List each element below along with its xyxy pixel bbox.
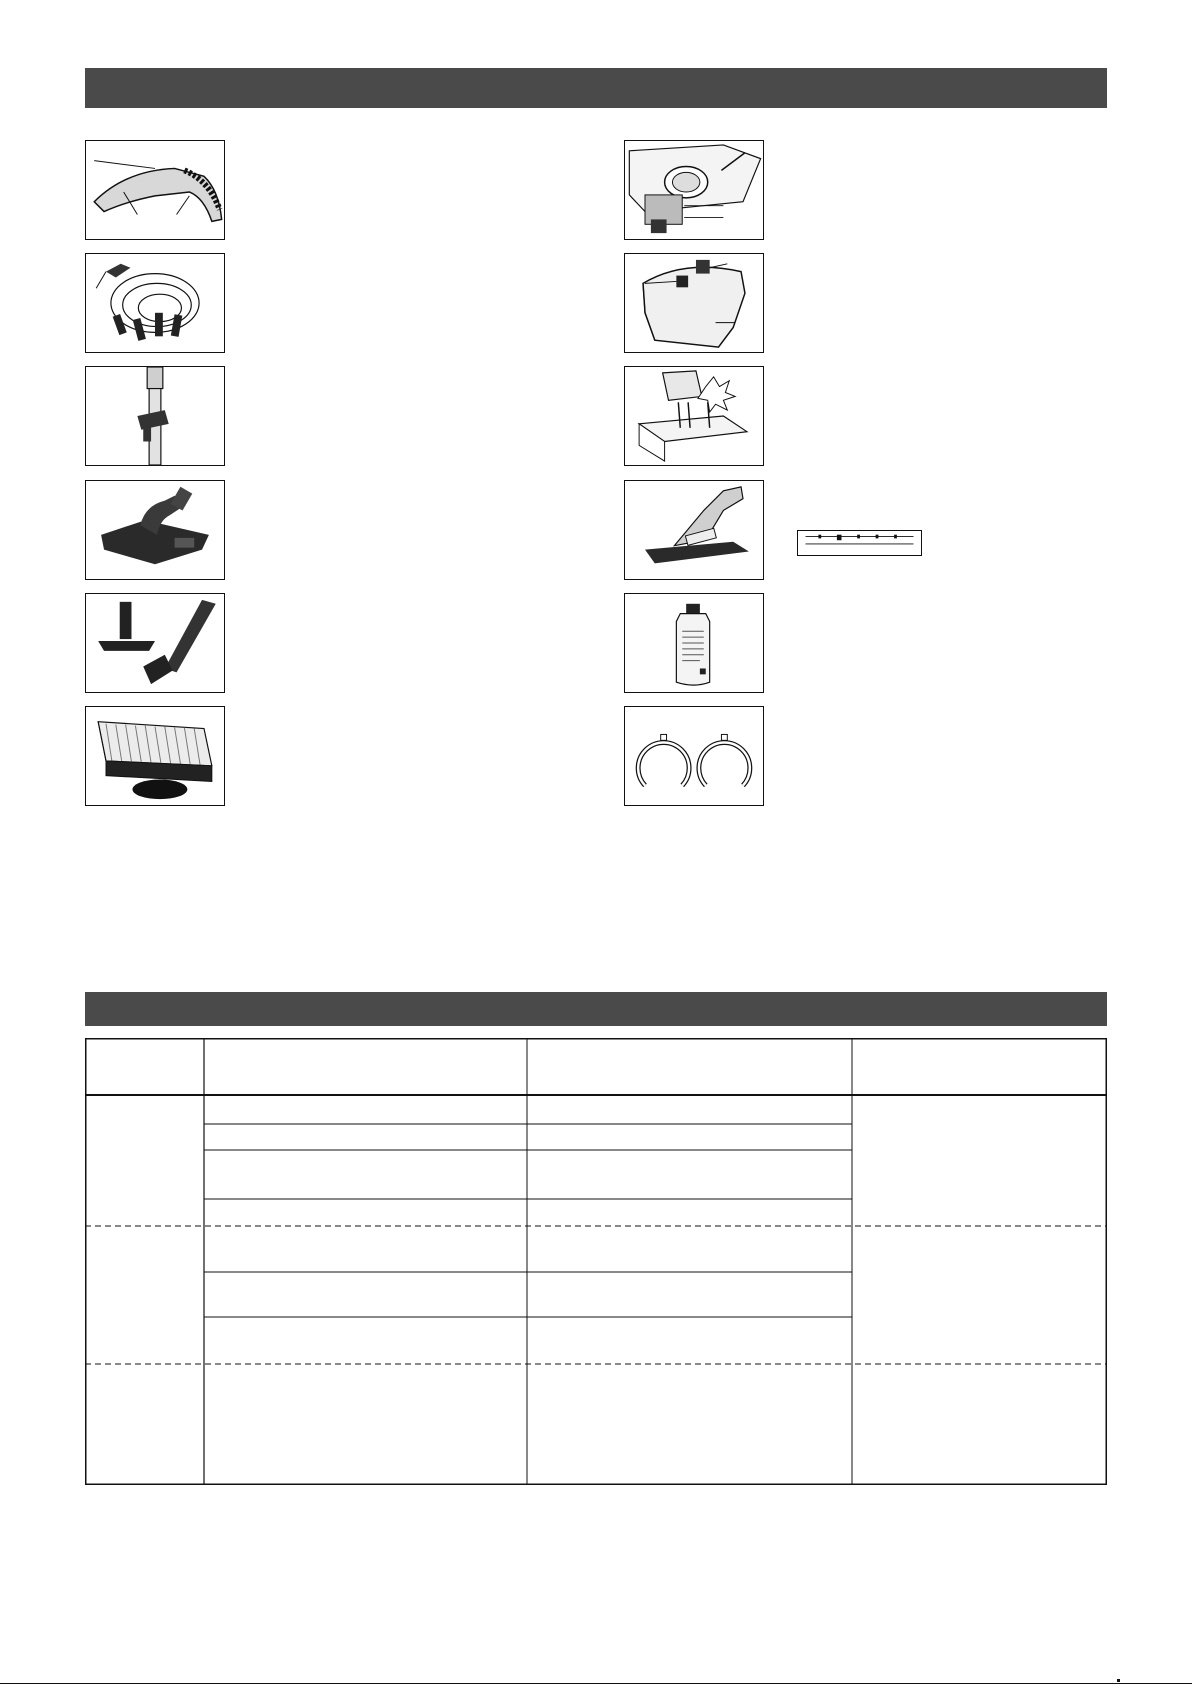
cable-clips-icon — [85, 253, 225, 353]
squeegee-insert-icon — [797, 530, 922, 556]
floor-nozzle-icon — [85, 480, 225, 580]
foam-filter-icon — [624, 366, 764, 466]
table-header-band — [85, 992, 1107, 1026]
handle-hose-icon — [85, 140, 225, 240]
footer-rule — [0, 1683, 1192, 1684]
section-header-band — [85, 68, 1107, 108]
detergent-bottle-icon — [624, 593, 764, 693]
wet-nozzle-icon — [624, 480, 764, 580]
troubleshooting-table — [85, 1038, 1107, 1485]
small-nozzles-icon — [85, 593, 225, 693]
ring-clips-icon — [624, 706, 764, 806]
page-mark — [1117, 1679, 1120, 1682]
filter-cage-icon — [624, 140, 764, 240]
extension-tube-icon — [85, 366, 225, 466]
water-tank-icon — [624, 253, 764, 353]
hepa-filter-icon — [85, 706, 225, 806]
